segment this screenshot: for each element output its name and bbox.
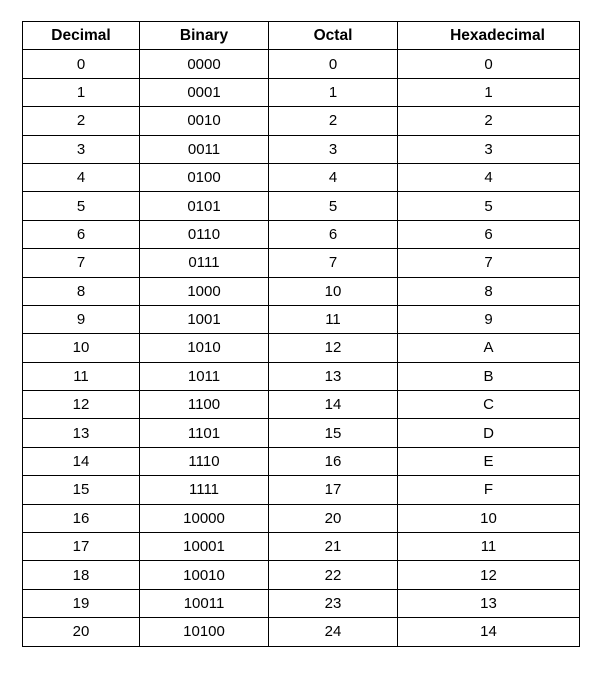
cell-binary: 10010 [140, 561, 269, 589]
cell-decimal: 7 [23, 249, 140, 277]
table-row [23, 334, 580, 362]
cell-octal: 5 [269, 192, 398, 220]
cell-binary: 0010 [140, 107, 269, 135]
cell-decimal: 5 [23, 192, 140, 220]
cell-decimal: 2 [23, 107, 140, 135]
table-row [23, 135, 580, 163]
table-row [23, 504, 580, 532]
cell-octal: 16 [269, 447, 398, 475]
cell-octal: 22 [269, 561, 398, 589]
cell-hexadecimal: 1 [398, 78, 580, 106]
cell-octal: 24 [269, 618, 398, 646]
cell-decimal: 11 [23, 362, 140, 390]
cell-decimal: 9 [23, 305, 140, 333]
cell-octal: 6 [269, 220, 398, 248]
cell-decimal: 18 [23, 561, 140, 589]
cell-decimal: 3 [23, 135, 140, 163]
table-row [23, 249, 580, 277]
cell-binary: 0011 [140, 135, 269, 163]
cell-binary: 1011 [140, 362, 269, 390]
cell-octal: 14 [269, 391, 398, 419]
number-conversion-table [22, 21, 580, 647]
cell-decimal: 16 [23, 504, 140, 532]
cell-hexadecimal: 10 [398, 504, 580, 532]
cell-decimal: 0 [23, 50, 140, 78]
table-row [23, 362, 580, 390]
header-octal: Octal [269, 22, 398, 50]
cell-hexadecimal: 12 [398, 561, 580, 589]
cell-hexadecimal: 9 [398, 305, 580, 333]
cell-octal: 15 [269, 419, 398, 447]
cell-binary: 0101 [140, 192, 269, 220]
cell-hexadecimal: 14 [398, 618, 580, 646]
cell-hexadecimal: A [398, 334, 580, 362]
header-binary: Binary [140, 22, 269, 50]
cell-hexadecimal: 13 [398, 589, 580, 617]
cell-decimal: 1 [23, 78, 140, 106]
table-row [23, 419, 580, 447]
cell-binary: 10100 [140, 618, 269, 646]
table-row [23, 220, 580, 248]
table-row [23, 476, 580, 504]
cell-octal: 10 [269, 277, 398, 305]
cell-decimal: 10 [23, 334, 140, 362]
table-row [23, 107, 580, 135]
cell-octal: 2 [269, 107, 398, 135]
cell-hexadecimal: 0 [398, 50, 580, 78]
cell-octal: 21 [269, 533, 398, 561]
table-row [23, 50, 580, 78]
cell-hexadecimal: C [398, 391, 580, 419]
table-body [23, 50, 580, 646]
cell-hexadecimal: 5 [398, 192, 580, 220]
cell-binary: 0001 [140, 78, 269, 106]
cell-hexadecimal: B [398, 362, 580, 390]
table-row [23, 533, 580, 561]
header-hexadecimal: Hexadecimal [398, 22, 580, 50]
cell-octal: 0 [269, 50, 398, 78]
table-row [23, 192, 580, 220]
cell-octal: 1 [269, 78, 398, 106]
cell-octal: 23 [269, 589, 398, 617]
cell-hexadecimal: 7 [398, 249, 580, 277]
header-row [23, 22, 580, 50]
table-row [23, 305, 580, 333]
table-row [23, 277, 580, 305]
cell-octal: 7 [269, 249, 398, 277]
cell-hexadecimal: F [398, 476, 580, 504]
cell-binary: 1110 [140, 447, 269, 475]
table-row [23, 163, 580, 191]
table-row [23, 561, 580, 589]
cell-binary: 1100 [140, 391, 269, 419]
cell-decimal: 19 [23, 589, 140, 617]
cell-decimal: 14 [23, 447, 140, 475]
cell-binary: 1111 [140, 476, 269, 504]
cell-octal: 3 [269, 135, 398, 163]
cell-hexadecimal: 6 [398, 220, 580, 248]
cell-octal: 11 [269, 305, 398, 333]
cell-octal: 20 [269, 504, 398, 532]
cell-octal: 4 [269, 163, 398, 191]
cell-binary: 1101 [140, 419, 269, 447]
cell-binary: 1001 [140, 305, 269, 333]
cell-binary: 1010 [140, 334, 269, 362]
cell-binary: 0111 [140, 249, 269, 277]
table-row [23, 447, 580, 475]
cell-hexadecimal: 8 [398, 277, 580, 305]
cell-binary: 0000 [140, 50, 269, 78]
cell-octal: 17 [269, 476, 398, 504]
cell-binary: 0110 [140, 220, 269, 248]
cell-hexadecimal: D [398, 419, 580, 447]
table-row [23, 589, 580, 617]
header-decimal: Decimal [23, 22, 140, 50]
cell-binary: 1000 [140, 277, 269, 305]
cell-hexadecimal: 3 [398, 135, 580, 163]
cell-hexadecimal: 11 [398, 533, 580, 561]
cell-decimal: 13 [23, 419, 140, 447]
cell-decimal: 6 [23, 220, 140, 248]
cell-decimal: 4 [23, 163, 140, 191]
cell-hexadecimal: 4 [398, 163, 580, 191]
cell-octal: 12 [269, 334, 398, 362]
cell-binary: 10000 [140, 504, 269, 532]
table-header [23, 22, 580, 50]
cell-hexadecimal: E [398, 447, 580, 475]
cell-binary: 10011 [140, 589, 269, 617]
table-row [23, 391, 580, 419]
cell-binary: 0100 [140, 163, 269, 191]
cell-binary: 10001 [140, 533, 269, 561]
table-row [23, 78, 580, 106]
cell-decimal: 17 [23, 533, 140, 561]
cell-octal: 13 [269, 362, 398, 390]
cell-decimal: 15 [23, 476, 140, 504]
cell-decimal: 8 [23, 277, 140, 305]
table-row [23, 618, 580, 646]
cell-decimal: 20 [23, 618, 140, 646]
cell-hexadecimal: 2 [398, 107, 580, 135]
cell-decimal: 12 [23, 391, 140, 419]
